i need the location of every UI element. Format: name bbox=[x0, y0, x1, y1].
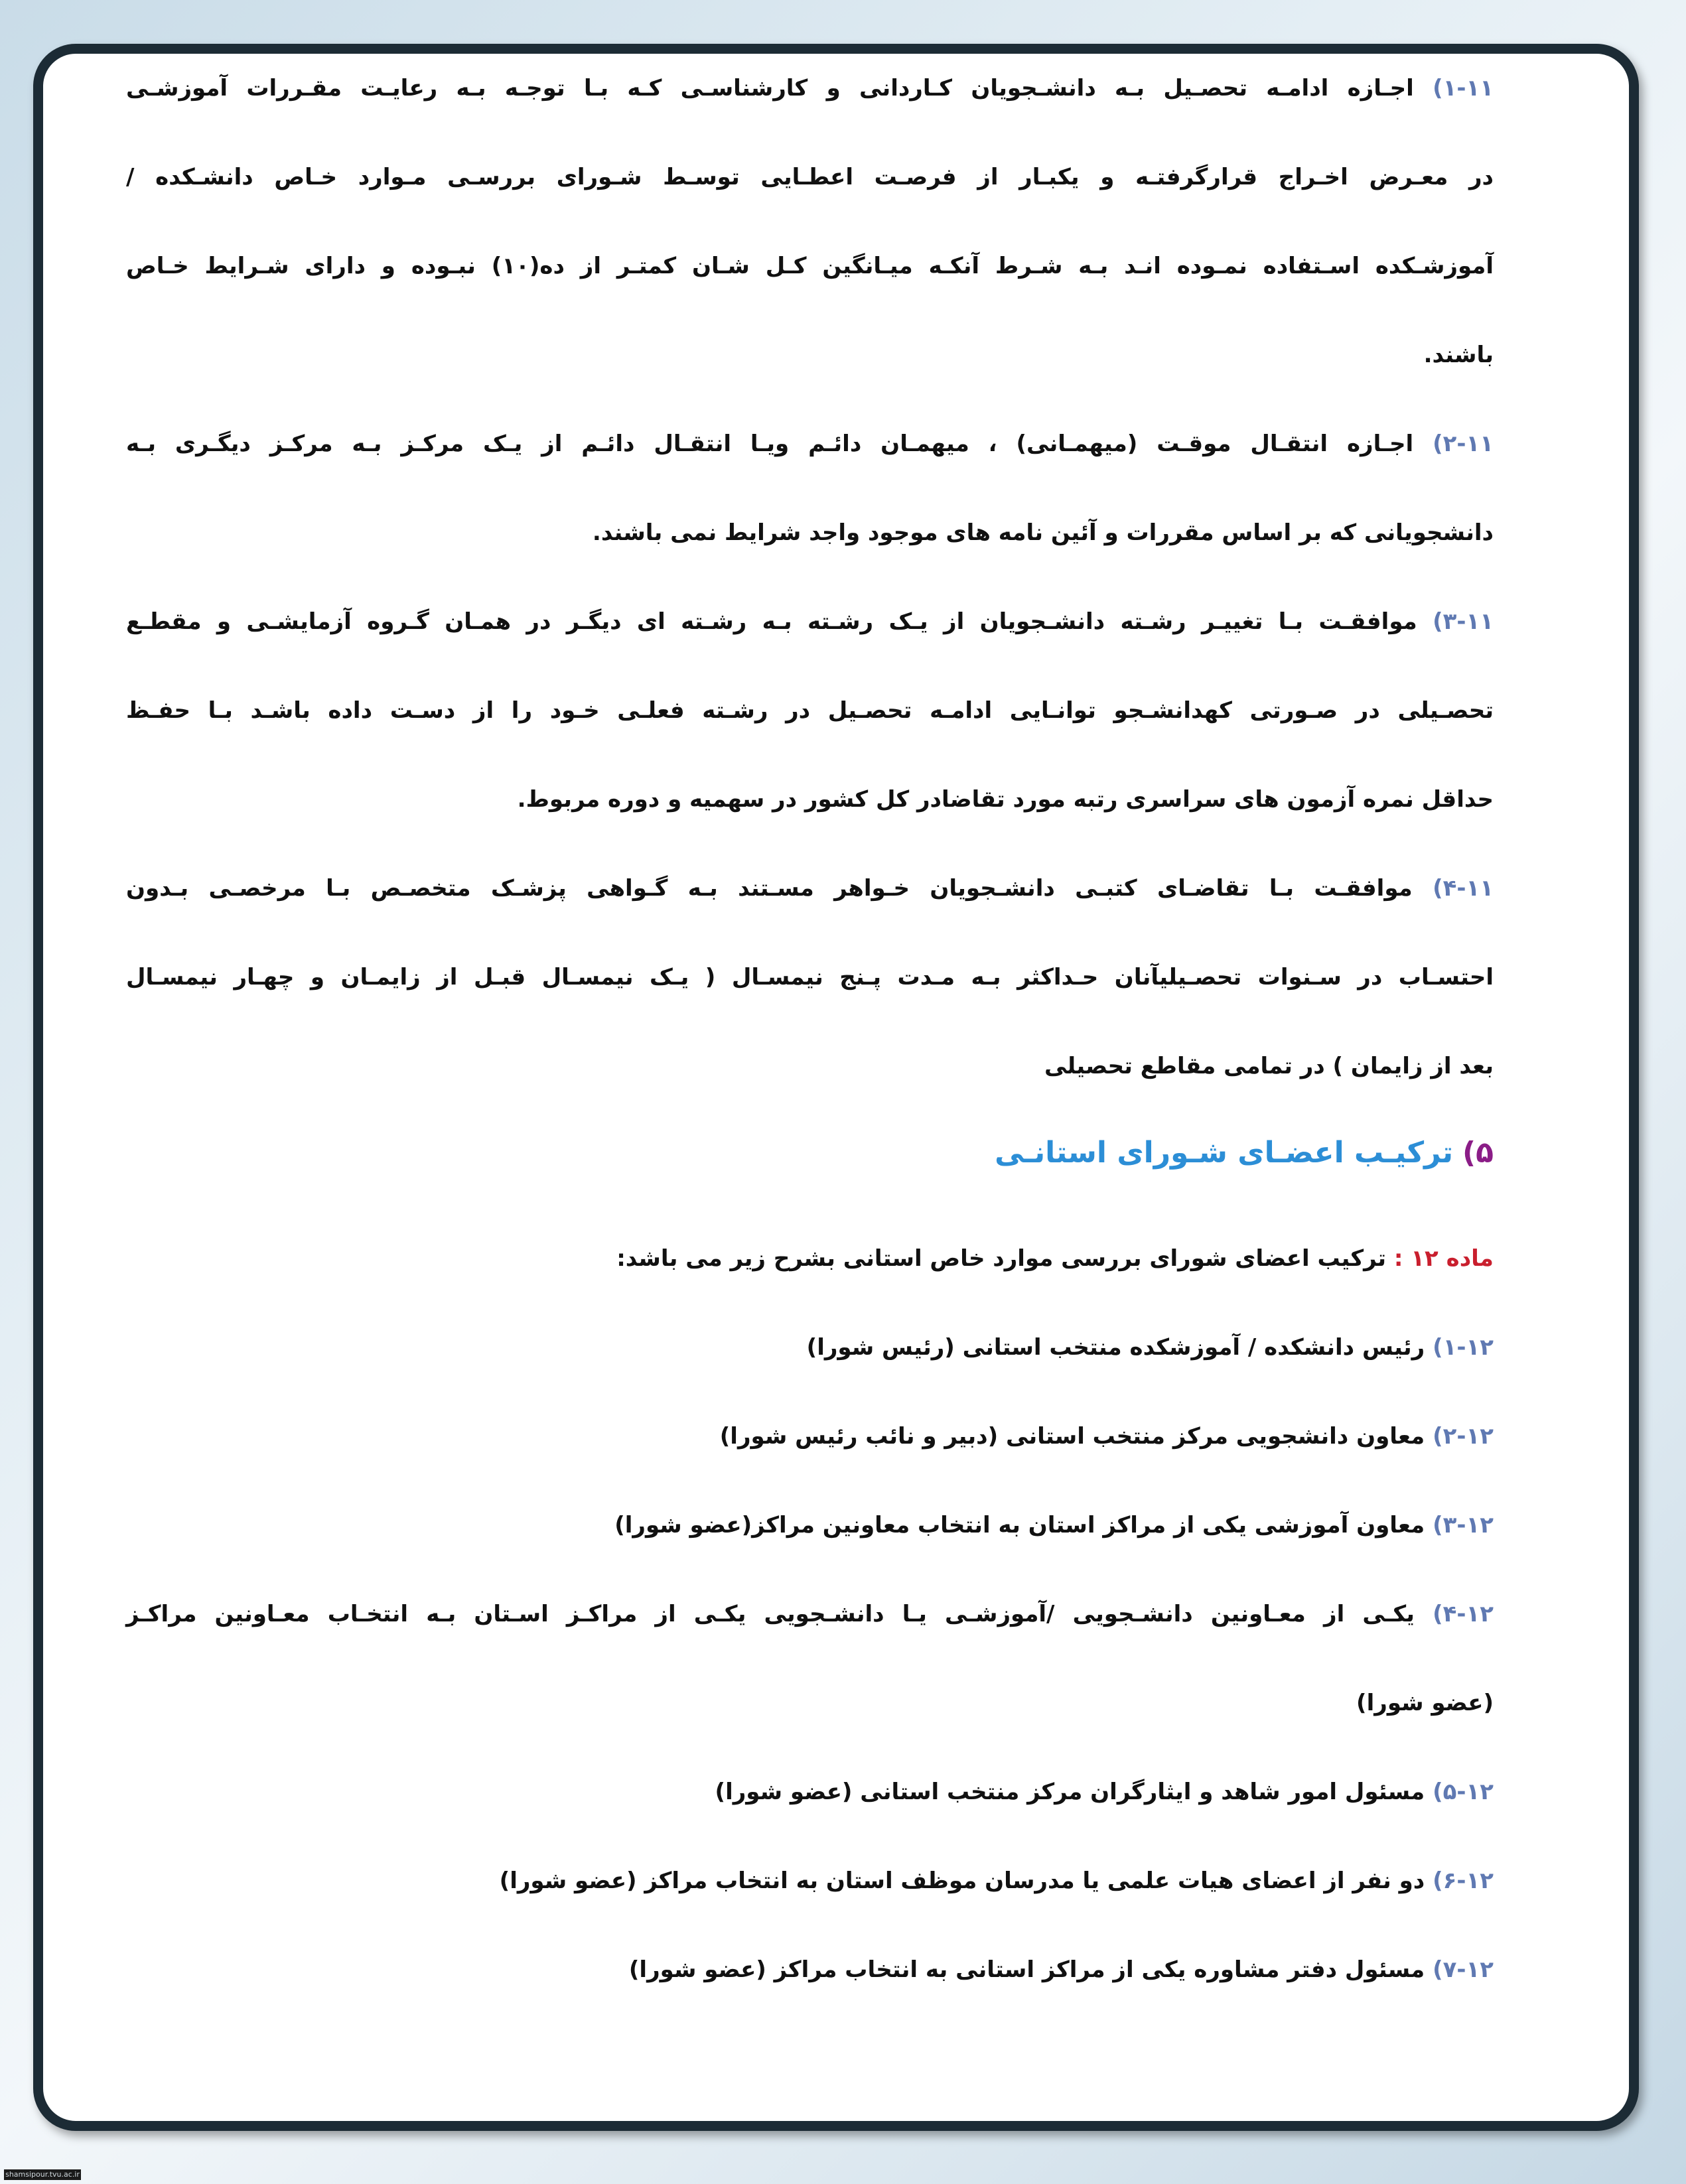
item-12-7 bbox=[126, 1925, 1494, 2014]
item-text: یکـی از معـاونین دانشـجویی /آموزشـی یـا دانشـجویی یکـی از مراکـز اسـتان بـه انتخـاب معـاونین مراکـز bbox=[126, 1601, 1415, 1627]
item-number: ۴-۱۲) bbox=[1433, 1601, 1494, 1627]
clause-number: ۲-۱۱) bbox=[1433, 431, 1494, 457]
item-text: معاون آموزشی یکی از مراکز استان به انتخاب معاونین مراکز(عضو شورا) bbox=[614, 1512, 1425, 1538]
clause-11-1-line-4 bbox=[126, 310, 1494, 399]
site-logo: shamsipour.tvu.ac.ir bbox=[4, 2169, 81, 2180]
article-label: ماده ۱۲ : bbox=[1393, 1245, 1494, 1272]
clause-11-4-line-2 bbox=[126, 933, 1494, 1022]
clause-11-2-line-2 bbox=[126, 488, 1494, 577]
item-text: رئیس دانشکده / آموزشکده منتخب استانی (رئیس شورا) bbox=[806, 1334, 1425, 1361]
clause-text: اجـازه انتقـال موقـت (میهمـانی) ، میهمـان دائـم ویـا انتقـال دائـم از یـک مرکـز بـه مرکـز دیگـری بـه bbox=[126, 431, 1414, 457]
article-12 bbox=[126, 1214, 1494, 1303]
clause-number: ۱-۱۱) bbox=[1433, 75, 1494, 102]
clause-11-1-line-2 bbox=[126, 133, 1494, 222]
item-text: دو نفر از اعضای هیات علمی یا مدرسان موظف استان به انتخاب مراکز (عضو شورا) bbox=[499, 1868, 1425, 1894]
item-text-continued: (عضو شورا) bbox=[1356, 1690, 1494, 1716]
item-12-4-continued bbox=[126, 1659, 1494, 1747]
clause-11-3-line-2 bbox=[126, 666, 1494, 755]
clause-11-3-line-1 bbox=[126, 577, 1494, 666]
item-12-4 bbox=[126, 1570, 1494, 1659]
item-12-2 bbox=[126, 1392, 1494, 1481]
clause-text: در معـرض اخـراج قرارگرفتـه و یکبـار از فرصـت اعطـایی توسـط شـورای بررسـی مـوارد خـاص دانشـکده / bbox=[126, 164, 1494, 190]
clause-text: تحصـیلی در صـورتی کهدانشـجو توانـایی ادامـه تحصـیل در رشـته فعلـی خـود را از دسـت داده باشـد بـا حفـظ bbox=[126, 697, 1494, 724]
clause-11-4-line-3 bbox=[126, 1022, 1494, 1111]
clause-11-1-line-1 bbox=[126, 44, 1494, 133]
item-text: مسئول امور شاهد و ایثارگران مرکز منتخب استانی (عضو شورا) bbox=[715, 1779, 1425, 1805]
item-number: ۳-۱۲) bbox=[1433, 1512, 1494, 1538]
clause-11-1-line-3 bbox=[126, 222, 1494, 310]
item-number: ۷-۱۲) bbox=[1433, 1956, 1494, 1983]
item-12-6 bbox=[126, 1836, 1494, 1925]
clause-text: موافقـت بـا تقاضـای کتبـی دانشـجویان خـواهر مسـتند بـه گـواهی پزشـک متخصـص بـا مرخصـی بـدون bbox=[126, 875, 1413, 902]
section-number: ۵) bbox=[1462, 1136, 1494, 1170]
clause-text: حداقل نمره آزمون های سراسری رتبه مورد تقاضادر کل کشور در سهمیه و دوره مربوط. bbox=[517, 786, 1494, 813]
section-title: ترکیـب اعضـای شـورای استانـی bbox=[995, 1136, 1454, 1170]
clause-11-3-line-3 bbox=[126, 755, 1494, 844]
item-12-5 bbox=[126, 1747, 1494, 1836]
clause-number: ۳-۱۱) bbox=[1433, 608, 1494, 635]
clause-text: دانشجویانی که بر اساس مقررات و آئین نامه های موجود واجد شرایط نمی باشند. bbox=[592, 519, 1494, 546]
item-number: ۵-۱۲) bbox=[1433, 1779, 1494, 1805]
article-text: ترکیب اعضای شورای بررسی موارد خاص استانی بشرح زیر می باشد: bbox=[616, 1245, 1387, 1272]
item-text: مسئول دفتر مشاوره یکی از مراکز استانی به انتخاب مراکز (عضو شورا) bbox=[628, 1956, 1425, 1983]
item-number: ۲-۱۲) bbox=[1433, 1423, 1494, 1450]
clause-number: ۴-۱۱) bbox=[1433, 875, 1494, 902]
section-heading bbox=[126, 1126, 1494, 1180]
clause-11-2-line-1 bbox=[126, 399, 1494, 488]
clause-text: موافقـت بـا تغییـر رشـته دانشـجویان از یـک رشـته بـه رشـته ای دیگـر در همـان گـروه آزمایشـی و مقطـع bbox=[126, 608, 1417, 635]
item-text: معاون دانشجویی مرکز منتخب استانی (دبیر و نائب رئیس شورا) bbox=[719, 1423, 1425, 1450]
clause-text: احتسـاب در سـنوات تحصـیلیآنان حـداکثر بـه مـدت پـنج نیمسـال ( یـک نیمسـال قبـل از زایمـان و چهـار نیمسـال bbox=[126, 964, 1494, 990]
item-12-3 bbox=[126, 1481, 1494, 1570]
clause-text: بعد از زایمان ) در تمامی مقاطع تحصیلی bbox=[1044, 1053, 1494, 1079]
clause-text: باشند. bbox=[1423, 342, 1494, 368]
clause-11-4-line-1 bbox=[126, 844, 1494, 933]
clause-text: اجـازه ادامـه تحصـیل بـه دانشـجویان کـاردانی و کارشناسـی کـه بـا توجـه بـه رعایـت مقـررات آموزشـی bbox=[126, 75, 1414, 102]
item-number: ۱-۱۲) bbox=[1433, 1334, 1494, 1361]
document-body bbox=[126, 44, 1494, 2014]
item-number: ۶-۱۲) bbox=[1433, 1868, 1494, 1894]
clause-text: آموزشـکده اسـتفاده نمـوده انـد بـه شـرط آنکـه میـانگین کـل شـان کمتـر از ده(۱۰) نبـوده و دارای شـرایط خـاص bbox=[126, 253, 1494, 279]
item-12-1 bbox=[126, 1303, 1494, 1392]
